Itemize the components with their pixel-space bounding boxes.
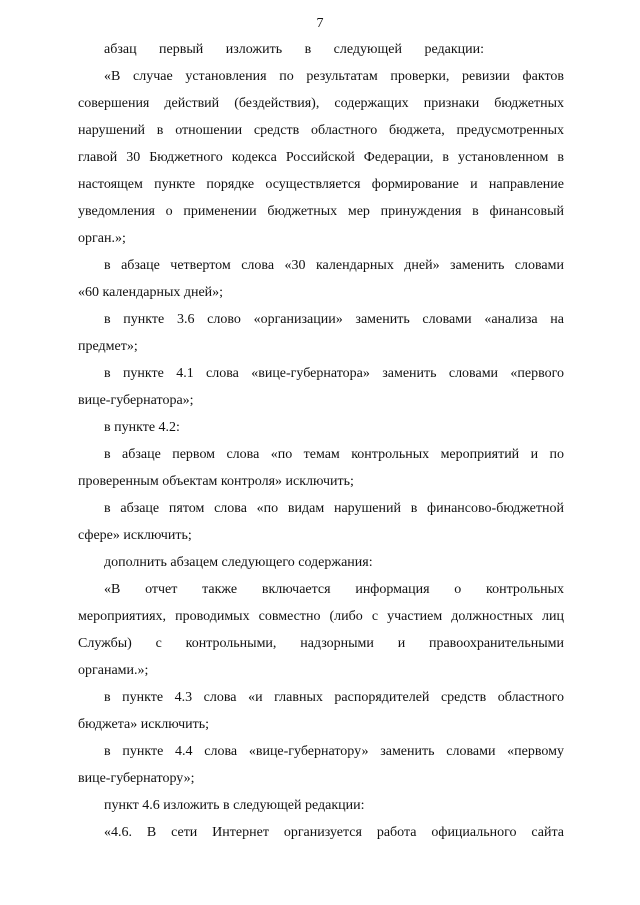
text-line: в пункте 4.2: <box>104 420 180 435</box>
text-line: настоящем пункте порядке осуществляется формирование и направление <box>78 177 564 192</box>
text-line: в пункте 4.1 слова «вице-губернатора» заменить словами «первого <box>104 366 564 381</box>
text-line: дополнить абзацем следующего содержания: <box>104 555 373 570</box>
text-line: Службы) с контрольными, надзорными и правоохранительными <box>78 636 564 651</box>
text-line: предмет»; <box>78 339 138 354</box>
text-line: нарушений в отношении средств областного бюджета, предусмотренных <box>78 123 564 138</box>
text-line: в абзаце первом слова «по темам контрольных мероприятий и по <box>104 447 564 462</box>
page-number: 7 <box>316 16 324 31</box>
text-line: пункт 4.6 изложить в следующей редакции: <box>104 798 365 813</box>
text-line: в абзаце пятом слова «по видам нарушений в финансово-бюджетной <box>104 501 564 516</box>
text-line: «В отчет также включается информация о контрольных <box>104 582 564 597</box>
text-line: в пункте 3.6 слово «организации» заменить словами «анализа на <box>104 312 564 327</box>
text-line: вице-губернатора»; <box>78 393 194 408</box>
text-line: сфере» исключить; <box>78 528 192 543</box>
text-line: «60 календарных дней»; <box>78 285 224 300</box>
text-line: «В случае установления по результатам проверки, ревизии фактов <box>104 69 564 84</box>
text-line: мероприятиях, проводимых совместно (либо с участием должностных лиц <box>78 609 564 624</box>
text-line: в пункте 4.3 слова «и главных распорядителей средств областного <box>104 690 564 705</box>
text-line: проверенным объектам контроля» исключить; <box>78 474 354 489</box>
text-line: бюджета» исключить; <box>78 717 210 732</box>
text-line: орган.»; <box>78 231 126 246</box>
text-line: совершения действий (бездействия), содержащих признаки бюджетных <box>78 96 564 111</box>
text-line: в пункте 4.4 слова «вице-губернатору» заменить словами «первому <box>104 744 564 759</box>
text-line: «4.6. В сети Интернет организуется работа официального сайта <box>104 825 564 840</box>
text-line: вице-губернатору»; <box>78 771 195 786</box>
text-line: в абзаце четвертом слова «30 календарных дней» заменить словами <box>104 258 564 273</box>
text-line: уведомления о применении бюджетных мер принуждения в финансовый <box>78 204 564 219</box>
text-line: абзац первый изложить в следующей редакции: <box>104 42 484 57</box>
text-line: главой 30 Бюджетного кодекса Российской Федерации, в установленном в <box>78 150 564 165</box>
text-line: органами.»; <box>78 663 149 678</box>
